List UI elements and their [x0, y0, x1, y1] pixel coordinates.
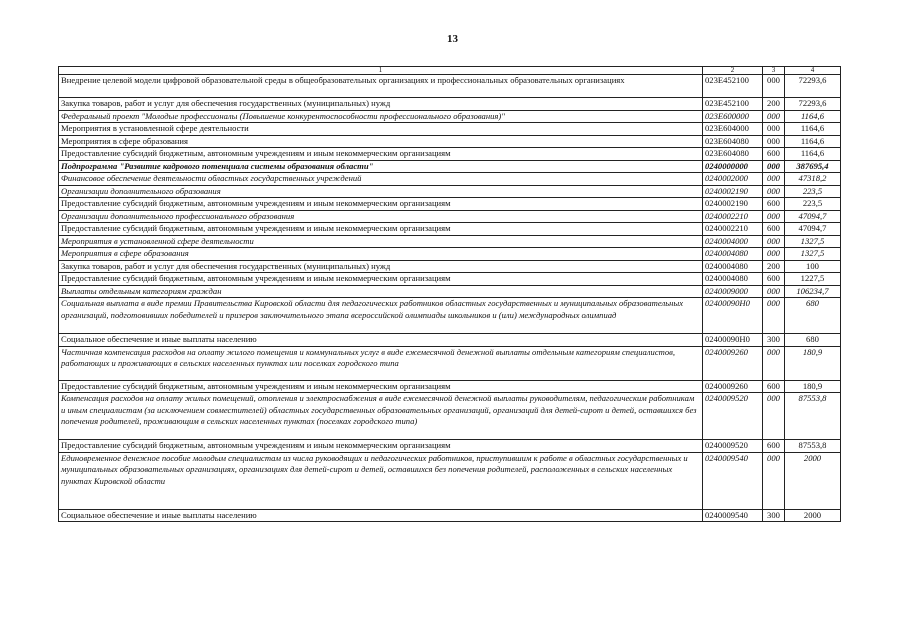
row-amount-cell: 2000 [785, 452, 841, 509]
row-code-cell: 0240009520 [703, 393, 763, 440]
header-cell: 2 [703, 67, 763, 75]
row-vr-cell: 000 [763, 110, 785, 123]
row-name-cell: Предоставление субсидий бюджетным, автономным учреждениям и иным некоммерческим организациям [59, 223, 703, 236]
row-amount-cell: 1327,5 [785, 248, 841, 261]
row-amount-cell: 223,5 [785, 185, 841, 198]
row-name-cell: Выплаты отдельным категориям граждан [59, 285, 703, 298]
table-row [59, 123, 841, 136]
row-code-cell: 0240009260 [703, 380, 763, 393]
row-code-cell: 023E452100 [703, 75, 763, 98]
row-vr-cell: 000 [763, 123, 785, 136]
row-amount-cell: 1164,6 [785, 135, 841, 148]
row-amount-cell: 100 [785, 260, 841, 273]
row-name-cell: Мероприятия в сфере образования [59, 135, 703, 148]
row-vr-cell: 300 [763, 334, 785, 347]
table-row [59, 198, 841, 211]
table-row [59, 248, 841, 261]
table-row [59, 75, 841, 98]
row-code-cell: 0240004080 [703, 260, 763, 273]
row-name-cell: Организации дополнительного профессионального образования [59, 210, 703, 223]
row-name-cell: Подпрограмма "Развитие кадрового потенциала системы образования области" [59, 160, 703, 173]
row-amount-cell: 1164,6 [785, 123, 841, 136]
row-amount-cell: 680 [785, 298, 841, 334]
table-row [59, 452, 841, 509]
row-amount-cell: 680 [785, 334, 841, 347]
row-code-cell: 0240009520 [703, 440, 763, 453]
row-code-cell: 0240002190 [703, 198, 763, 211]
row-vr-cell: 600 [763, 273, 785, 286]
table-row [59, 298, 841, 334]
row-name-cell: Закупка товаров, работ и услуг для обеспечения государственных (муниципальных) нужд [59, 260, 703, 273]
row-amount-cell: 1227,5 [785, 273, 841, 286]
table-row [59, 223, 841, 236]
row-name-cell: Федеральный проект "Молодые профессионалы (Повышение конкурентоспособности профессионального образования)" [59, 110, 703, 123]
row-name-cell: Социальное обеспечение и иные выплаты населению [59, 334, 703, 347]
row-code-cell: 023E600000 [703, 110, 763, 123]
row-name-cell: Мероприятия в сфере образования [59, 248, 703, 261]
row-vr-cell: 000 [763, 235, 785, 248]
row-name-cell: Предоставление субсидий бюджетным, автономным учреждениям и иным некоммерческим организациям [59, 273, 703, 286]
row-vr-cell: 000 [763, 75, 785, 98]
row-amount-cell: 47094,7 [785, 210, 841, 223]
row-name-cell: Мероприятия в установленной сфере деятельности [59, 123, 703, 136]
row-vr-cell: 000 [763, 248, 785, 261]
table-row [59, 393, 841, 440]
row-vr-cell: 000 [763, 135, 785, 148]
row-amount-cell: 180,9 [785, 380, 841, 393]
row-name-cell: Частичная компенсация расходов на оплату жилого помещения и коммунальных услуг в виде ежемесячной денежной выплаты отдельным категориям специалистов, работающих и проживающих в сельских населенных пунктах или поселках городского типа [59, 346, 703, 380]
row-vr-cell: 000 [763, 452, 785, 509]
header-cell: 3 [763, 67, 785, 75]
row-name-cell: Предоставление субсидий бюджетным, автономным учреждениям и иным некоммерческим организациям [59, 380, 703, 393]
row-code-cell: 023E604080 [703, 148, 763, 161]
row-code-cell: 0240004080 [703, 273, 763, 286]
row-vr-cell: 000 [763, 185, 785, 198]
row-name-cell: Социальное обеспечение и иные выплаты населению [59, 509, 703, 522]
row-name-cell: Социальная выплата в виде премии Правительства Кировской области для педагогических работников областных государственных и муниципальных образовательных организаций, подготовивших победителей и призеров заключительного этапа всероссийской олимпиады школьников и (или) международных олимпиад [59, 298, 703, 334]
table-row [59, 148, 841, 161]
table-row [59, 346, 841, 380]
table-row [59, 185, 841, 198]
row-name-cell: Компенсация расходов на оплату жилых помещений, отопления и электроснабжения в виде ежемесячной денежной выплаты руководителям, педагогическим работникам и иным специалистам (за исключением совместителей) областных государственных образовательных организаций, организаций для детей-сирот и детей, оставшихся без попечения родителей, проживающим в сельских населенных пунктах (поселках городского типа) [59, 393, 703, 440]
row-name-cell: Закупка товаров, работ и услуг для обеспечения государственных (муниципальных) нужд [59, 98, 703, 111]
row-vr-cell: 000 [763, 160, 785, 173]
row-name-cell: Организации дополнительного образования [59, 185, 703, 198]
row-vr-cell: 000 [763, 346, 785, 380]
row-vr-cell: 000 [763, 393, 785, 440]
table-row [59, 334, 841, 347]
table-row [59, 380, 841, 393]
row-vr-cell: 000 [763, 173, 785, 186]
row-amount-cell: 72293,6 [785, 75, 841, 98]
row-name-cell: Финансовое обеспечение деятельности областных государственных учреждений [59, 173, 703, 186]
row-vr-cell: 600 [763, 198, 785, 211]
header-row [59, 67, 841, 75]
row-vr-cell: 600 [763, 148, 785, 161]
row-amount-cell: 1327,5 [785, 235, 841, 248]
row-code-cell: 02400090Н0 [703, 298, 763, 334]
row-code-cell: 0240004000 [703, 235, 763, 248]
table-row [59, 160, 841, 173]
row-code-cell: 023E604080 [703, 135, 763, 148]
row-amount-cell: 180,9 [785, 346, 841, 380]
table-row [59, 285, 841, 298]
header-cell: 4 [785, 67, 841, 75]
row-name-cell: Внедрение целевой модели цифровой образовательной среды в общеобразовательных организациях и профессиональных образовательных организациях [59, 75, 703, 98]
row-amount-cell: 223,5 [785, 198, 841, 211]
row-name-cell: Предоставление субсидий бюджетным, автономным учреждениям и иным некоммерческим организациям [59, 198, 703, 211]
table-row [59, 135, 841, 148]
header-cell: 1 [59, 67, 703, 75]
table-row [59, 440, 841, 453]
row-name-cell: Предоставление субсидий бюджетным, автономным учреждениям и иным некоммерческим организациям [59, 148, 703, 161]
row-vr-cell: 600 [763, 440, 785, 453]
row-amount-cell: 87553,8 [785, 440, 841, 453]
row-code-cell: 0240009540 [703, 452, 763, 509]
row-vr-cell: 000 [763, 210, 785, 223]
row-amount-cell: 106234,7 [785, 285, 841, 298]
table-row [59, 98, 841, 111]
row-code-cell: 0240009000 [703, 285, 763, 298]
row-code-cell: 0240002210 [703, 210, 763, 223]
row-name-cell: Предоставление субсидий бюджетным, автономным учреждениям и иным некоммерческим организациям [59, 440, 703, 453]
row-code-cell: 02400090Н0 [703, 334, 763, 347]
row-vr-cell: 000 [763, 298, 785, 334]
table-row [59, 173, 841, 186]
table-row [59, 235, 841, 248]
row-vr-cell: 200 [763, 260, 785, 273]
row-amount-cell: 87553,8 [785, 393, 841, 440]
row-code-cell: 0240009540 [703, 509, 763, 522]
row-name-cell: Единовременное денежное пособие молодым специалистам из числа руководящих и педагогических работников, приступившим к работе в областных государственных и муниципальных образовательных организациях, организациях для детей-сирот и детей, оставшихся без попечения родителей, расположенных в сельских населенных пунктах Кировской области [59, 452, 703, 509]
row-vr-cell: 600 [763, 380, 785, 393]
row-vr-cell: 000 [763, 285, 785, 298]
row-amount-cell: 47094,7 [785, 223, 841, 236]
table-row [59, 210, 841, 223]
table-row [59, 509, 841, 522]
budget-table [58, 66, 841, 522]
row-code-cell: 023E604000 [703, 123, 763, 136]
row-code-cell: 0240002000 [703, 173, 763, 186]
row-amount-cell: 2000 [785, 509, 841, 522]
row-code-cell: 0240009260 [703, 346, 763, 380]
table-row [59, 260, 841, 273]
table-row [59, 110, 841, 123]
row-amount-cell: 47318,2 [785, 173, 841, 186]
row-amount-cell: 72293,6 [785, 98, 841, 111]
row-amount-cell: 1164,6 [785, 110, 841, 123]
row-code-cell: 023E452100 [703, 98, 763, 111]
row-code-cell: 0240004080 [703, 248, 763, 261]
row-name-cell: Мероприятия в установленной сфере деятельности [59, 235, 703, 248]
row-amount-cell: 387695,4 [785, 160, 841, 173]
row-amount-cell: 1164,6 [785, 148, 841, 161]
row-code-cell: 0240002190 [703, 185, 763, 198]
row-code-cell: 0240002210 [703, 223, 763, 236]
page-number: 13 [447, 33, 458, 45]
table-row [59, 273, 841, 286]
row-vr-cell: 600 [763, 223, 785, 236]
row-vr-cell: 300 [763, 509, 785, 522]
row-vr-cell: 200 [763, 98, 785, 111]
row-code-cell: 0240000000 [703, 160, 763, 173]
